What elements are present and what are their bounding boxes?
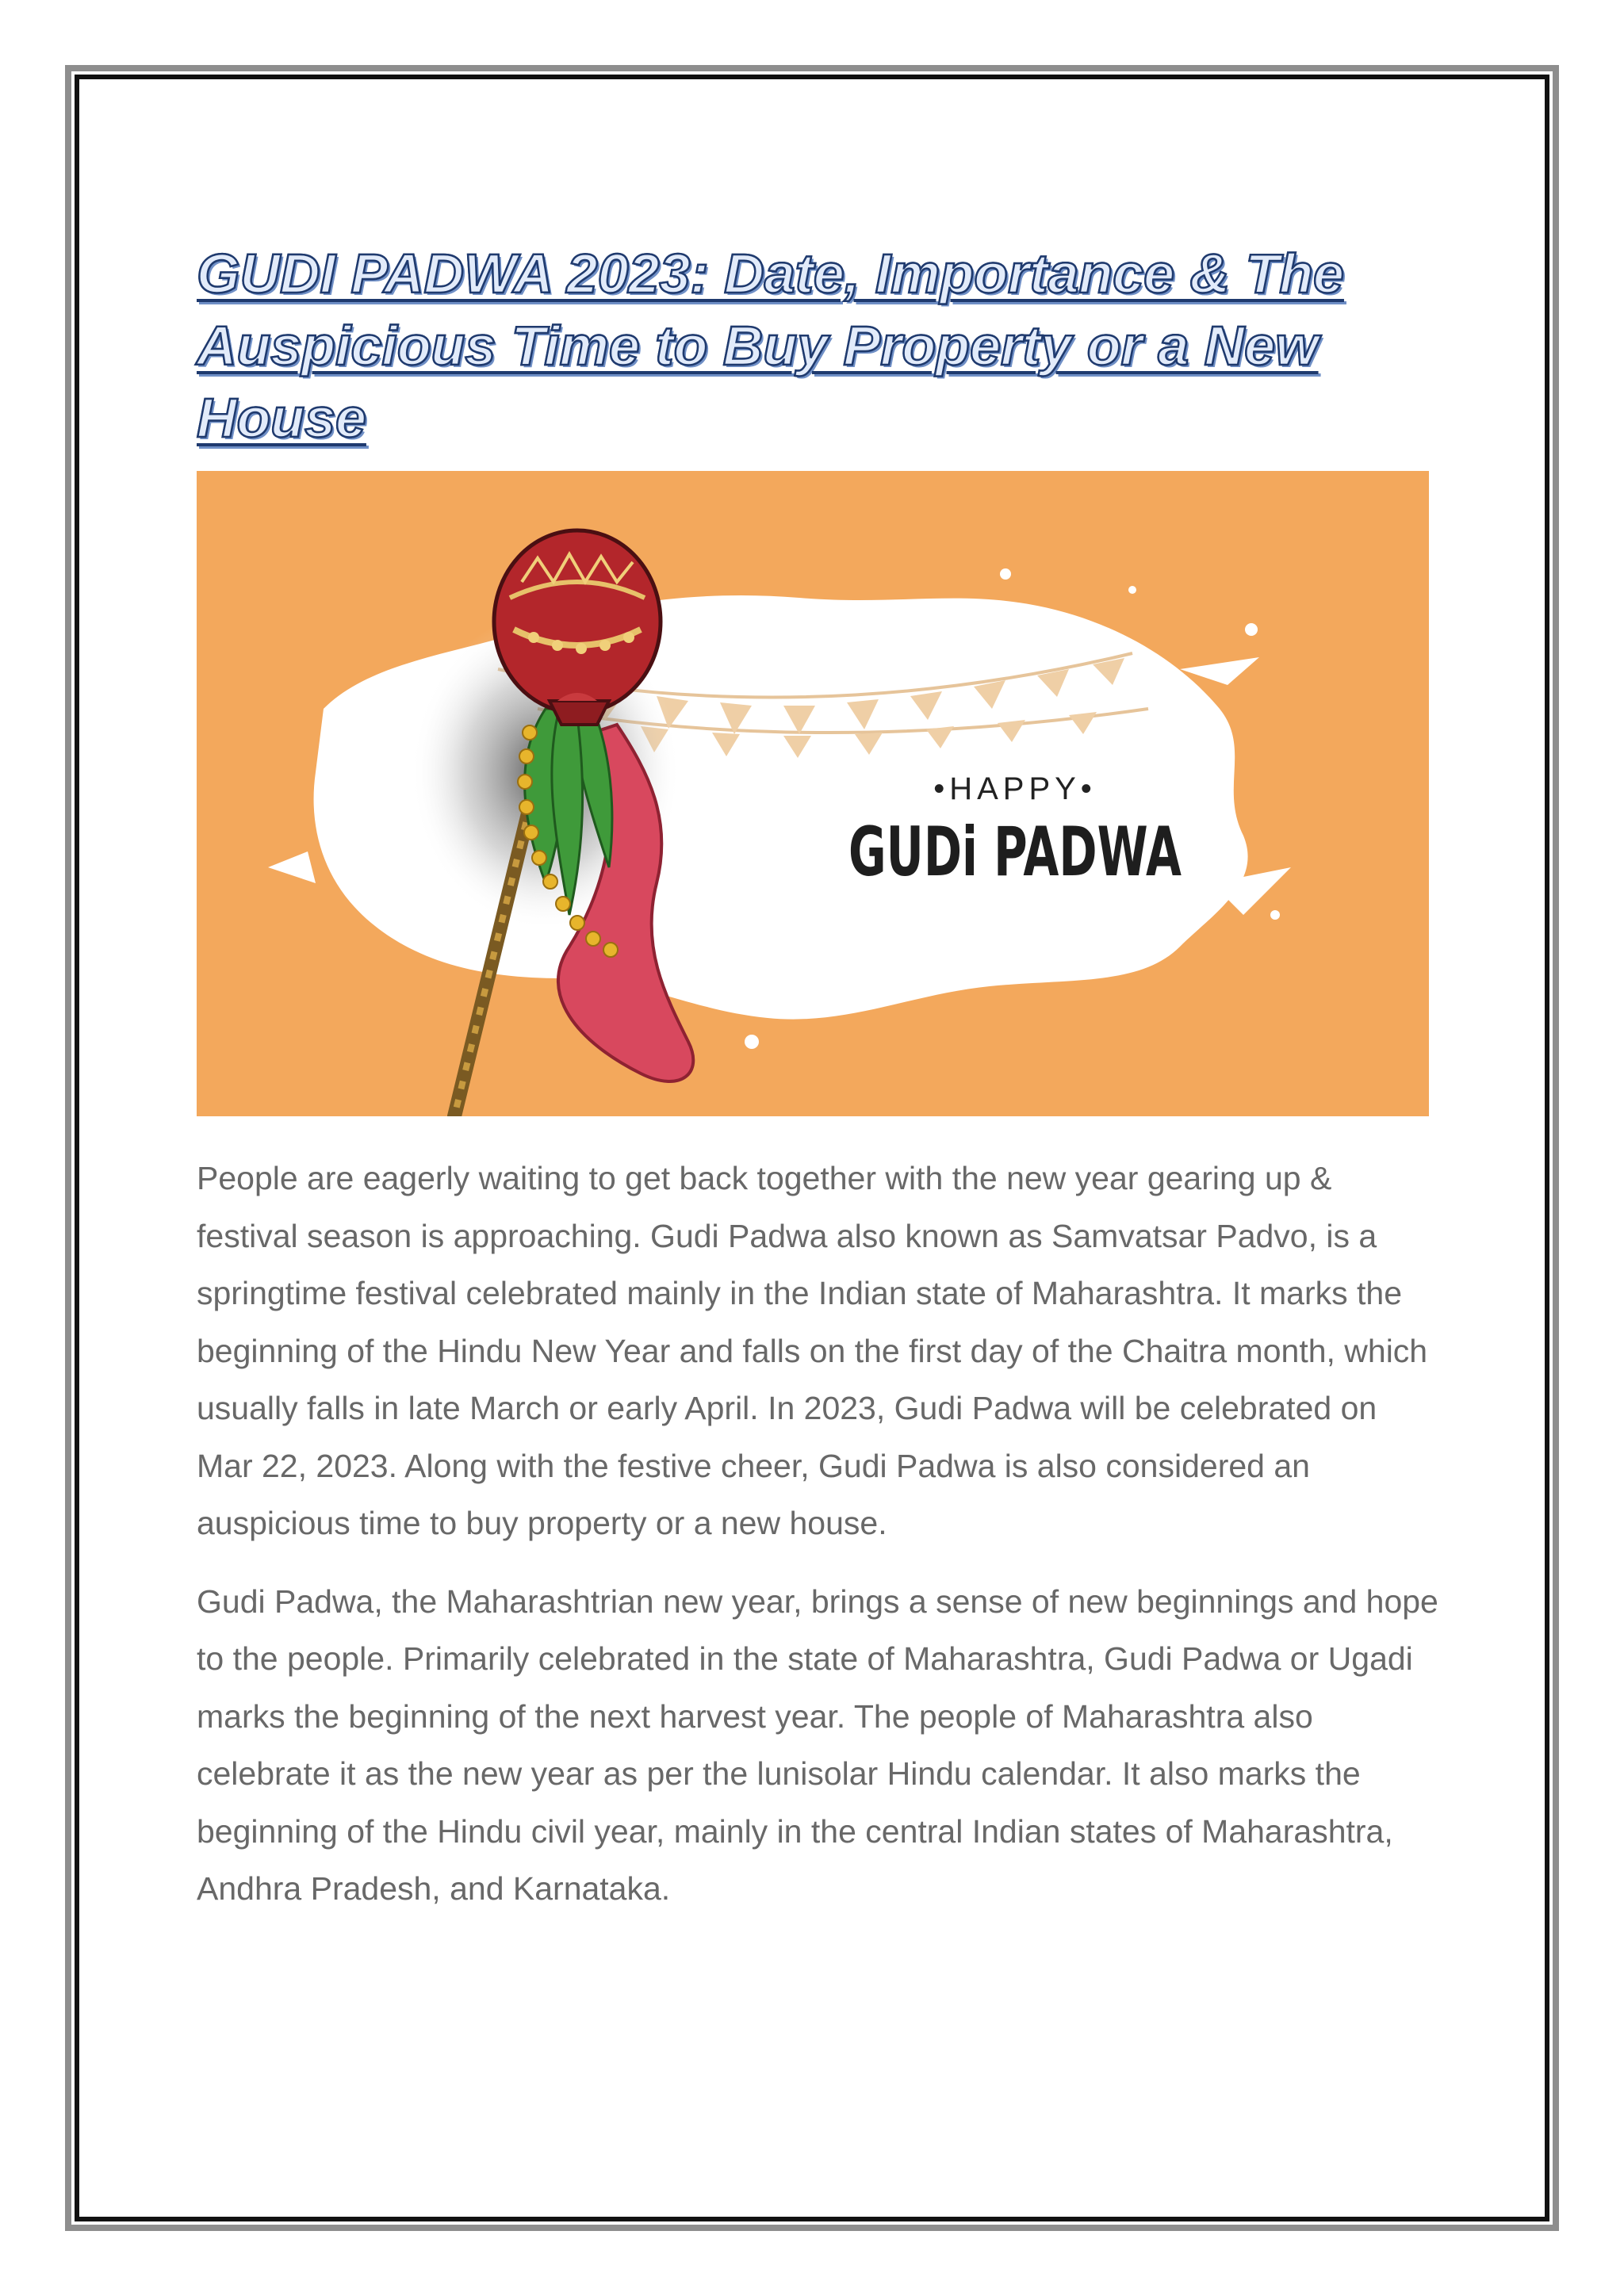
hero-banner-image (197, 471, 1429, 1116)
paragraph-2: Gudi Padwa, the Maharashtrian new year, brings a sense of new beginnings and hope to the people. Primarily celebrated in the state of Maharashtra, Gudi Padwa or Ugadi marks the beginning of the next harvest year. The people of Maharashtra also celebrate it as the new year as per the lunisolar Hindu calendar. It also marks the beginning of the Hindu civil year, mainly in the central Indian states of Maharashtra, Andhra Pradesh, and Karnataka. (197, 1582, 1438, 1907)
page-title: GUDI PADWA 2023: Date, Importance & The Auspicious Time to Buy Property or a New House (197, 243, 1344, 449)
paragraph-1: People are eagerly waiting to get back together with the new year gearing up & festival season is approaching. Gudi Padwa also known as Samvatsar Padvo, is a springtime festival celebrated mainly in the Indian state of Maharashtra. It marks the beginning of the Hindu New Year and falls on the first day of the Chaitra month, which usually falls in late March or early April. In 2023, Gudi Padwa will be celebrated on Mar 22, 2023. Along with the festive cheer, Gudi Padwa is also considered an auspicious time to buy property or a new house. (197, 1160, 1428, 1541)
article-body (197, 1150, 1442, 1938)
banner-happy-text: •HAPPY• (933, 771, 1097, 806)
banner-gudi-padwa-text: GUDi PADWA (848, 813, 1182, 892)
